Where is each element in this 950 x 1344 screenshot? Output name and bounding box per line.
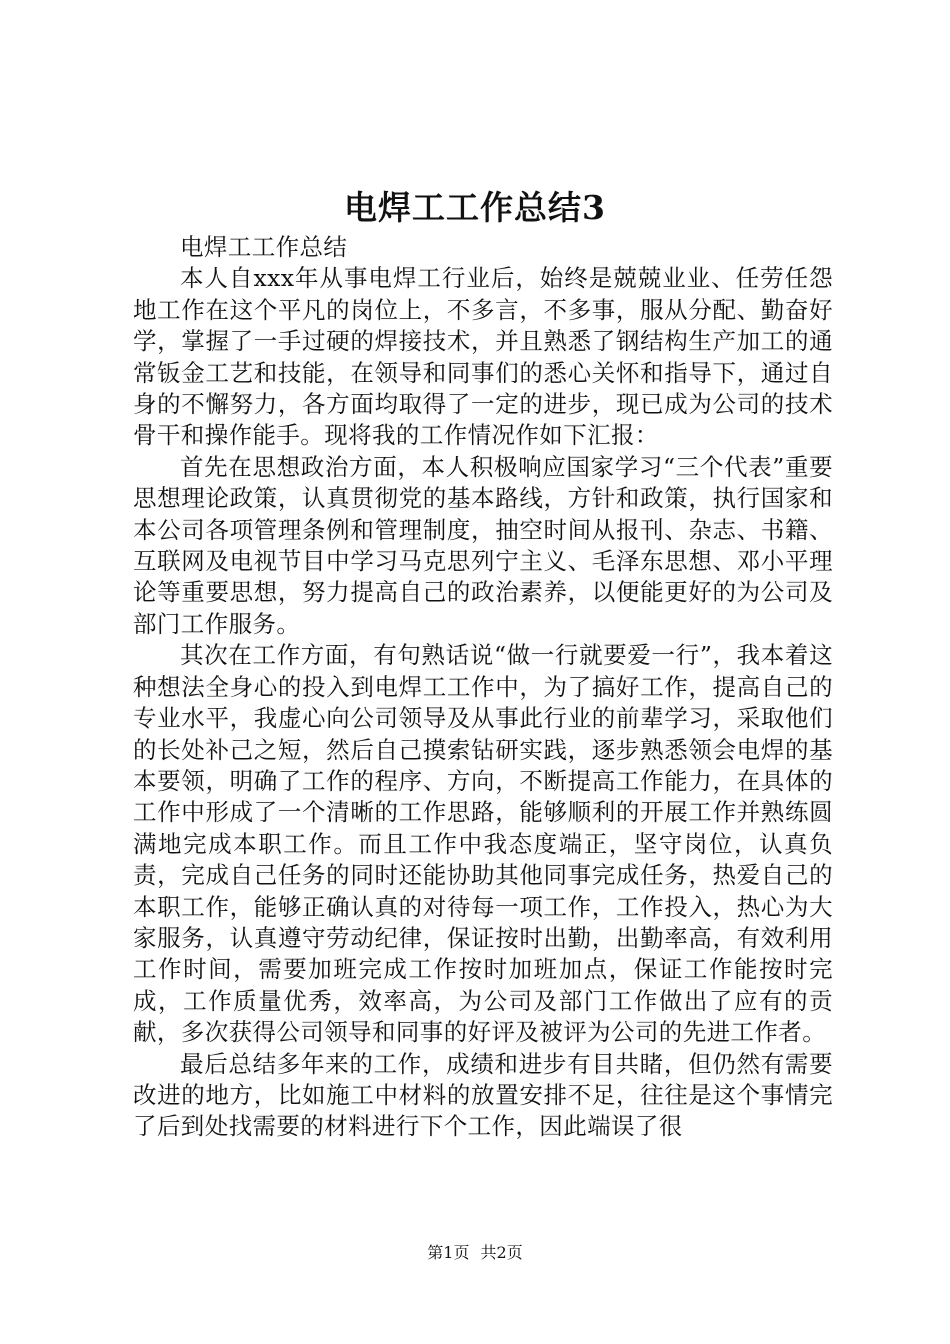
paragraph-work: 其次在工作方面，有句熟话说“做一行就要爱一行”，我本着这种想法全身心的投入到电焊工工作中，为了搞好工作，提高自己的专业水平，我虚心向公司领导及从事此行业的前辈学习，采取他们的长处补己之短，然后自己摸索钻研实践，逐步熟悉领会电焊的基本要领，明确了工作的程序、方向，不断提高工作能力，在具体的工作中形成了一个清晰的工作思路，能够顺利的开展工作并熟练圆满地完成本职工作。而且工作中我态度端正，坚守岗位，认真负责，完成自己任务的同时还能协助其他同事完成任务，热爱自己的本职工作，能够正确认真的对待每一项工作，工作投入，热心为大家服务，认真遵守劳动纪律，保证按时出勤，出勤率高，有效利用工作时间，需要加班完成工作按时加班加点，保证工作能按时完成，工作质量优秀，效率高，为公司及部门工作做出了应有的贡献，多次获得公司领导和同事的好评及被评为公司的先进工作者。 [133, 641, 833, 1047]
paragraph-summary: 最后总结多年来的工作，成绩和进步有目共睹，但仍然有需要改进的地方，比如施工中材料的放置安排不足，往往是这个事情完了后到处找需要的材料进行下个工作，因此端误了很 [133, 1049, 833, 1141]
document-body [133, 232, 833, 1143]
document-title: 电焊工工作总结3 [344, 188, 606, 227]
paragraph-intro: 本人自xxx年从事电焊工行业后，始终是兢兢业业、任劳任怨地工作在这个平凡的岗位上，不多言，不多事，服从分配、勤奋好学，掌握了一手过硬的焊接技术，并且熟悉了钢结构生产加工的通常钣金工艺和技能，在领导和同事们的悉心关怀和指导下，通过自身的不懈努力，各方面均取得了一定的进步，现已成为公司的技术骨干和操作能手。现将我的工作情况作如下汇报： [133, 264, 833, 450]
page-total: 共2页 [480, 1243, 523, 1262]
page-footer [0, 1242, 950, 1264]
paragraph-politics: 首先在思想政治方面，本人积极响应国家学习“三个代表”重要思想理论政策，认真贯彻党的基本路线，方针和政策，执行国家和本公司各项管理条例和管理制度，抽空时间从报刊、杂志、书籍、互联网及电视节目中学习马克思列宁主义、毛泽东思想、邓小平理论等重要思想，努力提高自己的政治素养，以便能更好的为公司及部门工作服务。 [133, 452, 833, 638]
page-number: 第1页 [427, 1243, 470, 1262]
paragraph-subtitle: 电焊工工作总结 [180, 233, 348, 261]
